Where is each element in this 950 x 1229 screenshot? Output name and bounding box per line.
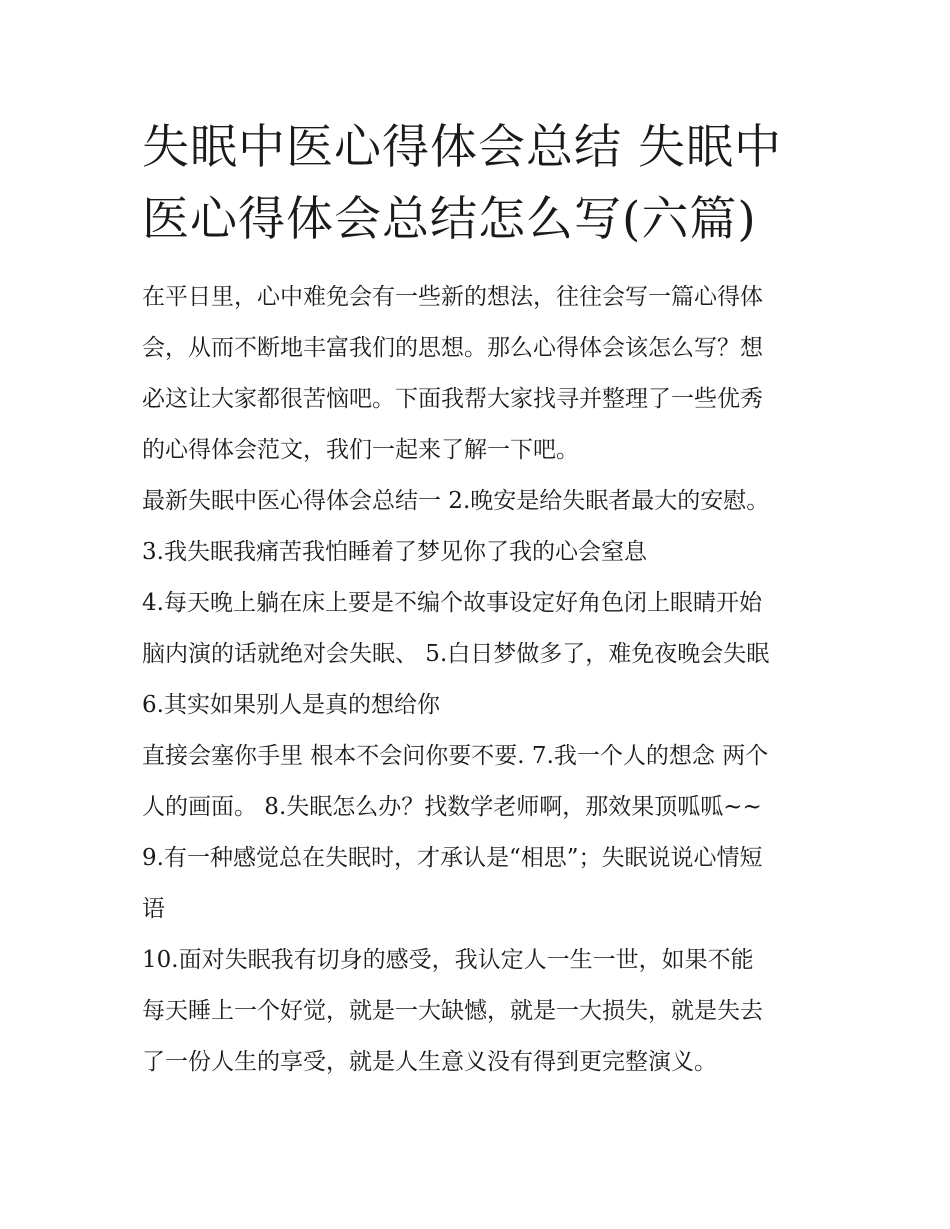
body-line: 了一份人生的享受，就是人生意义没有得到更完整演义。 [142, 1049, 717, 1075]
body-line: 语 [142, 896, 165, 922]
body-line: 会，从而不断地丰富我们的思想。那么心得体会该怎么写？想 [142, 335, 763, 361]
body-line: 的心得体会范文，我们一起来了解一下吧。 [142, 437, 579, 463]
body-line: 必这让大家都很苦恼吧。下面我帮大家找寻并整理了一些优秀 [142, 386, 763, 412]
body-line: 直接会塞你手里 根本不会问你要不要. 7.我一个人的想念 两个 [142, 743, 769, 769]
body-line: 人的画面。 8.失眠怎么办？找数学老师啊，那效果顶呱呱~~ [142, 794, 762, 820]
document-body [142, 272, 822, 1088]
body-line: 每天睡上一个好觉，就是一大缺憾，就是一大损失，就是失去 [142, 998, 763, 1024]
title-line-1: 失眠中医心得体会总结 失眠中 [142, 120, 782, 175]
title-line-2: 医心得体会总结怎么写(六篇) [142, 192, 757, 247]
body-line: 4.每天晚上躺在床上要是不编个故事设定好角色闭上眼睛开始 [142, 590, 762, 616]
document-page [142, 112, 822, 1088]
body-line: 脑内演的话就绝对会失眠、 5.白日梦做多了，难免夜晚会失眠 [142, 641, 770, 667]
body-line: 6.其实如果别人是真的想给你 [142, 692, 440, 718]
body-line: 最新失眠中医心得体会总结一 2.晚安是给失眠者最大的安慰。 [142, 488, 770, 514]
body-line: 9.有一种感觉总在失眠时，才承认是“相思”；失眠说说心情短 [142, 845, 763, 871]
body-line: 在平日里，心中难免会有一些新的想法，往往会写一篇心得体 [142, 284, 763, 310]
document-title [142, 112, 822, 256]
body-line: 10.面对失眠我有切身的感受，我认定人一生一世，如果不能 [142, 947, 754, 973]
body-line: 3.我失眠我痛苦我怕睡着了梦见你了我的心会窒息 [142, 539, 647, 565]
